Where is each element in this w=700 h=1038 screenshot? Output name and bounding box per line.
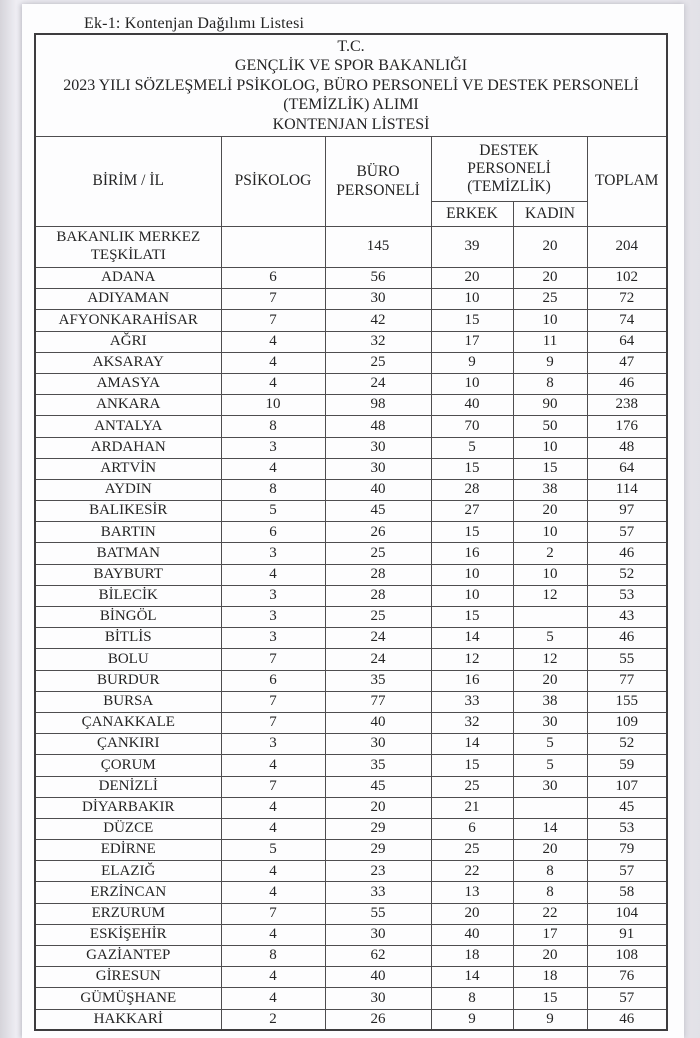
cell-buro-personeli: 23 [325,861,431,882]
table-row [35,882,667,903]
cell-psikolog: 4 [221,331,325,352]
cell-erkek: 39 [431,227,513,268]
cell-erkek: 15 [431,607,513,628]
cell-psikolog: 7 [221,649,325,670]
title-line-year: 2023 YILI SÖZLEŞMELİ PSİKOLOG, BÜRO PERSONELİ VE DESTEK PERSONELİ [63,76,639,94]
cell-kadin: 20 [513,501,587,522]
cell-kadin [513,797,587,818]
cell-buro-personeli: 28 [325,585,431,606]
cell-unit-province: BİLECİK [35,585,221,606]
table-row [35,352,667,373]
cell-unit-province: BURSA [35,691,221,712]
cell-toplam: 114 [587,479,667,500]
cell-psikolog: 7 [221,712,325,733]
cell-psikolog: 6 [221,522,325,543]
cell-psikolog: 4 [221,458,325,479]
cell-toplam: 64 [587,458,667,479]
cell-psikolog: 7 [221,310,325,331]
cell-erkek: 21 [431,797,513,818]
cell-toplam: 43 [587,607,667,628]
cell-kadin: 9 [513,352,587,373]
cell-psikolog: 4 [221,861,325,882]
cell-kadin: 38 [513,479,587,500]
cell-toplam: 72 [587,289,667,310]
cell-toplam: 102 [587,268,667,289]
table-row [35,1009,667,1030]
cell-unit-province: GÜMÜŞHANE [35,988,221,1009]
table-row [35,734,667,755]
cell-erkek: 17 [431,331,513,352]
col-header-toplam: TOPLAM [587,137,667,227]
table-row [35,861,667,882]
table-row [35,607,667,628]
cell-kadin: 12 [513,585,587,606]
cell-buro-personeli: 26 [325,522,431,543]
cell-erkek: 70 [431,416,513,437]
cell-psikolog: 7 [221,776,325,797]
cell-unit-province: ESKİŞEHİR [35,924,221,945]
cell-buro-personeli: 24 [325,628,431,649]
cell-psikolog: 6 [221,268,325,289]
cell-unit-province: AĞRI [35,331,221,352]
cell-unit-province: AFYONKARAHİSAR [35,310,221,331]
table-row [35,967,667,988]
cell-psikolog [221,227,325,268]
cell-buro-personeli: 30 [325,988,431,1009]
cell-buro-personeli: 28 [325,564,431,585]
cell-kadin: 20 [513,840,587,861]
cell-kadin: 5 [513,734,587,755]
cell-psikolog: 5 [221,501,325,522]
cell-buro-personeli: 35 [325,670,431,691]
cell-psikolog: 2 [221,1009,325,1030]
cell-kadin: 12 [513,649,587,670]
destek-line-3: (TEMİZLİK) [467,178,551,196]
table-row [35,331,667,352]
destek-line-2: PERSONELİ [467,159,551,177]
table-row [35,289,667,310]
cell-buro-personeli: 30 [325,924,431,945]
cell-psikolog: 4 [221,818,325,839]
cell-psikolog: 6 [221,670,325,691]
cell-kadin: 2 [513,543,587,564]
cell-unit-province: DİYARBAKIR [35,797,221,818]
cell-unit-province: ANKARA [35,395,221,416]
cell-buro-personeli: 45 [325,501,431,522]
cell-psikolog: 5 [221,840,325,861]
cell-erkek: 9 [431,352,513,373]
cell-buro-personeli: 40 [325,712,431,733]
table-row [35,903,667,924]
table-row [35,755,667,776]
cell-buro-personeli: 26 [325,1009,431,1030]
cell-toplam: 77 [587,670,667,691]
cell-erkek: 32 [431,712,513,733]
cell-buro-personeli: 56 [325,268,431,289]
cell-erkek: 22 [431,861,513,882]
cell-toplam: 58 [587,882,667,903]
cell-buro-personeli: 98 [325,395,431,416]
cell-kadin: 20 [513,227,587,268]
cell-buro-personeli: 29 [325,840,431,861]
cell-unit-province: BURDUR [35,670,221,691]
table-row [35,649,667,670]
cell-psikolog: 8 [221,479,325,500]
cell-toplam: 108 [587,946,667,967]
table-row [35,776,667,797]
cell-unit-province: ANTALYA [35,416,221,437]
title-line-kontenjan: KONTENJAN LİSTESİ [272,115,430,133]
cell-psikolog: 10 [221,395,325,416]
cell-buro-personeli: 40 [325,479,431,500]
cell-buro-personeli: 30 [325,458,431,479]
cell-kadin: 20 [513,670,587,691]
title-line-alimi: (TEMİZLİK) ALIMI [283,96,419,114]
cell-kadin: 30 [513,712,587,733]
cell-toplam: 155 [587,691,667,712]
cell-psikolog: 3 [221,734,325,755]
cell-buro-personeli: 24 [325,373,431,394]
table-row [35,988,667,1009]
col-header-buro-personeli [325,137,431,227]
cell-kadin: 8 [513,882,587,903]
cell-unit-province: GİRESUN [35,967,221,988]
cell-erkek: 9 [431,1009,513,1030]
cell-kadin: 18 [513,967,587,988]
cell-unit-province: ÇANAKKALE [35,712,221,733]
cell-toplam: 53 [587,585,667,606]
cell-buro-personeli: 48 [325,416,431,437]
cell-toplam: 91 [587,924,667,945]
cell-erkek: 16 [431,543,513,564]
cell-psikolog: 4 [221,988,325,1009]
cell-toplam: 46 [587,628,667,649]
cell-kadin: 20 [513,268,587,289]
cell-psikolog: 7 [221,289,325,310]
table-row [35,924,667,945]
cell-toplam: 238 [587,395,667,416]
document-page [22,4,684,1038]
cell-psikolog: 4 [221,755,325,776]
cell-erkek: 15 [431,755,513,776]
cell-buro-personeli: 42 [325,310,431,331]
cell-unit-province: BİNGÖL [35,607,221,628]
cell-buro-personeli: 45 [325,776,431,797]
cell-unit-province: HAKKARİ [35,1009,221,1030]
destek-line-1: DESTEK [479,141,539,159]
table-row [35,585,667,606]
cell-toplam: 47 [587,352,667,373]
cell-buro-personeli: 35 [325,755,431,776]
cell-unit-province: ADANA [35,268,221,289]
cell-kadin: 5 [513,755,587,776]
cell-buro-personeli: 62 [325,946,431,967]
cell-buro-personeli: 40 [325,967,431,988]
cell-kadin: 5 [513,628,587,649]
cell-toplam: 53 [587,818,667,839]
cell-erkek: 16 [431,670,513,691]
cell-psikolog: 4 [221,352,325,373]
cell-toplam: 45 [587,797,667,818]
cell-unit-province: ADIYAMAN [35,289,221,310]
table-row [35,543,667,564]
table-row [35,712,667,733]
cell-kadin: 17 [513,924,587,945]
cell-unit-province: ÇORUM [35,755,221,776]
table-row [35,416,667,437]
cell-erkek: 10 [431,289,513,310]
attachment-heading: Ek-1: Kontenjan Dağılımı Listesi [84,15,305,32]
cell-kadin: 8 [513,861,587,882]
cell-psikolog: 3 [221,585,325,606]
cell-toplam: 64 [587,331,667,352]
cell-kadin: 10 [513,564,587,585]
cell-psikolog: 4 [221,373,325,394]
cell-unit-province: ELAZIĞ [35,861,221,882]
buro-line-1: BÜRO [356,163,400,181]
cell-kadin: 15 [513,458,587,479]
cell-erkek: 33 [431,691,513,712]
cell-kadin: 10 [513,310,587,331]
table-row [35,840,667,861]
header-row-main [35,137,667,202]
cell-unit-province: ERZURUM [35,903,221,924]
cell-erkek: 27 [431,501,513,522]
table-row [35,395,667,416]
cell-kadin: 15 [513,988,587,1009]
cell-psikolog: 4 [221,882,325,903]
cell-buro-personeli: 20 [325,797,431,818]
cell-erkek: 14 [431,967,513,988]
table-row [35,501,667,522]
cell-unit-province: GAZİANTEP [35,946,221,967]
cell-buro-personeli: 30 [325,289,431,310]
table-row [35,628,667,649]
cell-psikolog: 3 [221,607,325,628]
table-row [35,310,667,331]
cell-erkek: 20 [431,268,513,289]
cell-unit-province: EDİRNE [35,840,221,861]
cell-erkek: 10 [431,564,513,585]
cell-kadin: 10 [513,437,587,458]
cell-psikolog: 8 [221,416,325,437]
cell-erkek: 14 [431,734,513,755]
cell-toplam: 46 [587,543,667,564]
cell-psikolog: 4 [221,797,325,818]
table-row [35,458,667,479]
cell-kadin: 11 [513,331,587,352]
table-row [35,522,667,543]
title-line-tc: T.C. [337,38,365,55]
cell-erkek: 25 [431,776,513,797]
cell-erkek: 40 [431,395,513,416]
table-row [35,564,667,585]
cell-kadin: 25 [513,289,587,310]
cell-buro-personeli: 30 [325,437,431,458]
cell-kadin [513,607,587,628]
cell-erkek: 28 [431,479,513,500]
cell-buro-personeli: 30 [325,734,431,755]
cell-unit-province: ARDAHAN [35,437,221,458]
cell-erkek: 15 [431,310,513,331]
table-row [35,227,667,268]
col-header-erkek: ERKEK [431,202,513,227]
cell-toplam: 57 [587,861,667,882]
cell-unit-province: BAYBURT [35,564,221,585]
cell-erkek: 10 [431,585,513,606]
table-row [35,437,667,458]
cell-buro-personeli: 55 [325,903,431,924]
cell-kadin: 22 [513,903,587,924]
cell-toplam: 79 [587,840,667,861]
cell-erkek: 15 [431,458,513,479]
cell-unit-province: DÜZCE [35,818,221,839]
cell-toplam: 46 [587,373,667,394]
cell-erkek: 8 [431,988,513,1009]
cell-buro-personeli: 145 [325,227,431,268]
cell-buro-personeli: 32 [325,331,431,352]
cell-kadin: 8 [513,373,587,394]
cell-psikolog: 3 [221,437,325,458]
cell-buro-personeli: 24 [325,649,431,670]
cell-erkek: 18 [431,946,513,967]
cell-unit-province: ERZİNCAN [35,882,221,903]
cell-toplam: 59 [587,755,667,776]
cell-psikolog: 7 [221,903,325,924]
cell-kadin: 9 [513,1009,587,1030]
cell-buro-personeli: 25 [325,352,431,373]
cell-toplam: 104 [587,903,667,924]
buro-line-2: PERSONELİ [336,181,420,199]
cell-toplam: 48 [587,437,667,458]
cell-unit-province: BOLU [35,649,221,670]
table-row [35,268,667,289]
quota-table [34,33,668,1031]
table-row [35,373,667,394]
cell-unit-province: AYDIN [35,479,221,500]
cell-toplam: 109 [587,712,667,733]
cell-erkek: 20 [431,903,513,924]
cell-toplam: 97 [587,501,667,522]
cell-kadin: 38 [513,691,587,712]
table-row [35,797,667,818]
cell-unit-province: BİTLİS [35,628,221,649]
cell-toplam: 55 [587,649,667,670]
cell-toplam: 176 [587,416,667,437]
cell-kadin: 14 [513,818,587,839]
table-body [35,227,667,1031]
cell-psikolog: 4 [221,967,325,988]
cell-erkek: 6 [431,818,513,839]
table-row [35,946,667,967]
cell-toplam: 52 [587,734,667,755]
cell-erkek: 10 [431,373,513,394]
cell-buro-personeli: 77 [325,691,431,712]
cell-erkek: 5 [431,437,513,458]
cell-kadin: 50 [513,416,587,437]
cell-psikolog: 3 [221,543,325,564]
cell-psikolog: 4 [221,924,325,945]
cell-toplam: 76 [587,967,667,988]
cell-kadin: 20 [513,946,587,967]
table-row [35,670,667,691]
table-row [35,818,667,839]
col-header-birim-il: BİRİM / İL [35,137,221,227]
cell-toplam: 57 [587,522,667,543]
cell-toplam: 52 [587,564,667,585]
cell-unit-province: ÇANKIRI [35,734,221,755]
cell-unit-province: BARTIN [35,522,221,543]
cell-toplam: 74 [587,310,667,331]
table-row [35,691,667,712]
cell-toplam: 57 [587,988,667,1009]
cell-kadin: 90 [513,395,587,416]
cell-erkek: 40 [431,924,513,945]
cell-toplam: 204 [587,227,667,268]
cell-psikolog: 7 [221,691,325,712]
cell-unit-province: BAKANLIK MERKEZ TEŞKİLATI [35,227,221,268]
cell-kadin: 30 [513,776,587,797]
cell-unit-province: DENİZLİ [35,776,221,797]
cell-unit-province: AMASYA [35,373,221,394]
cell-psikolog: 3 [221,628,325,649]
cell-unit-province: BATMAN [35,543,221,564]
cell-buro-personeli: 29 [325,818,431,839]
cell-erkek: 13 [431,882,513,903]
table-row [35,479,667,500]
cell-erkek: 15 [431,522,513,543]
cell-erkek: 12 [431,649,513,670]
title-cell [35,34,667,137]
title-line-ministry: GENÇLİK VE SPOR BAKANLIĞI [234,57,468,75]
cell-toplam: 46 [587,1009,667,1030]
cell-kadin: 10 [513,522,587,543]
cell-unit-province: BALIKESİR [35,501,221,522]
cell-buro-personeli: 25 [325,543,431,564]
title-block [35,34,667,137]
cell-erkek: 14 [431,628,513,649]
cell-unit-province: ARTVİN [35,458,221,479]
col-header-psikolog: PSİKOLOG [221,137,325,227]
col-header-destek-personeli [431,137,587,202]
cell-psikolog: 4 [221,564,325,585]
cell-buro-personeli: 25 [325,607,431,628]
cell-unit-province: AKSARAY [35,352,221,373]
cell-buro-personeli: 33 [325,882,431,903]
cell-psikolog: 8 [221,946,325,967]
cell-toplam: 107 [587,776,667,797]
col-header-kadin: KADIN [513,202,587,227]
cell-erkek: 25 [431,840,513,861]
